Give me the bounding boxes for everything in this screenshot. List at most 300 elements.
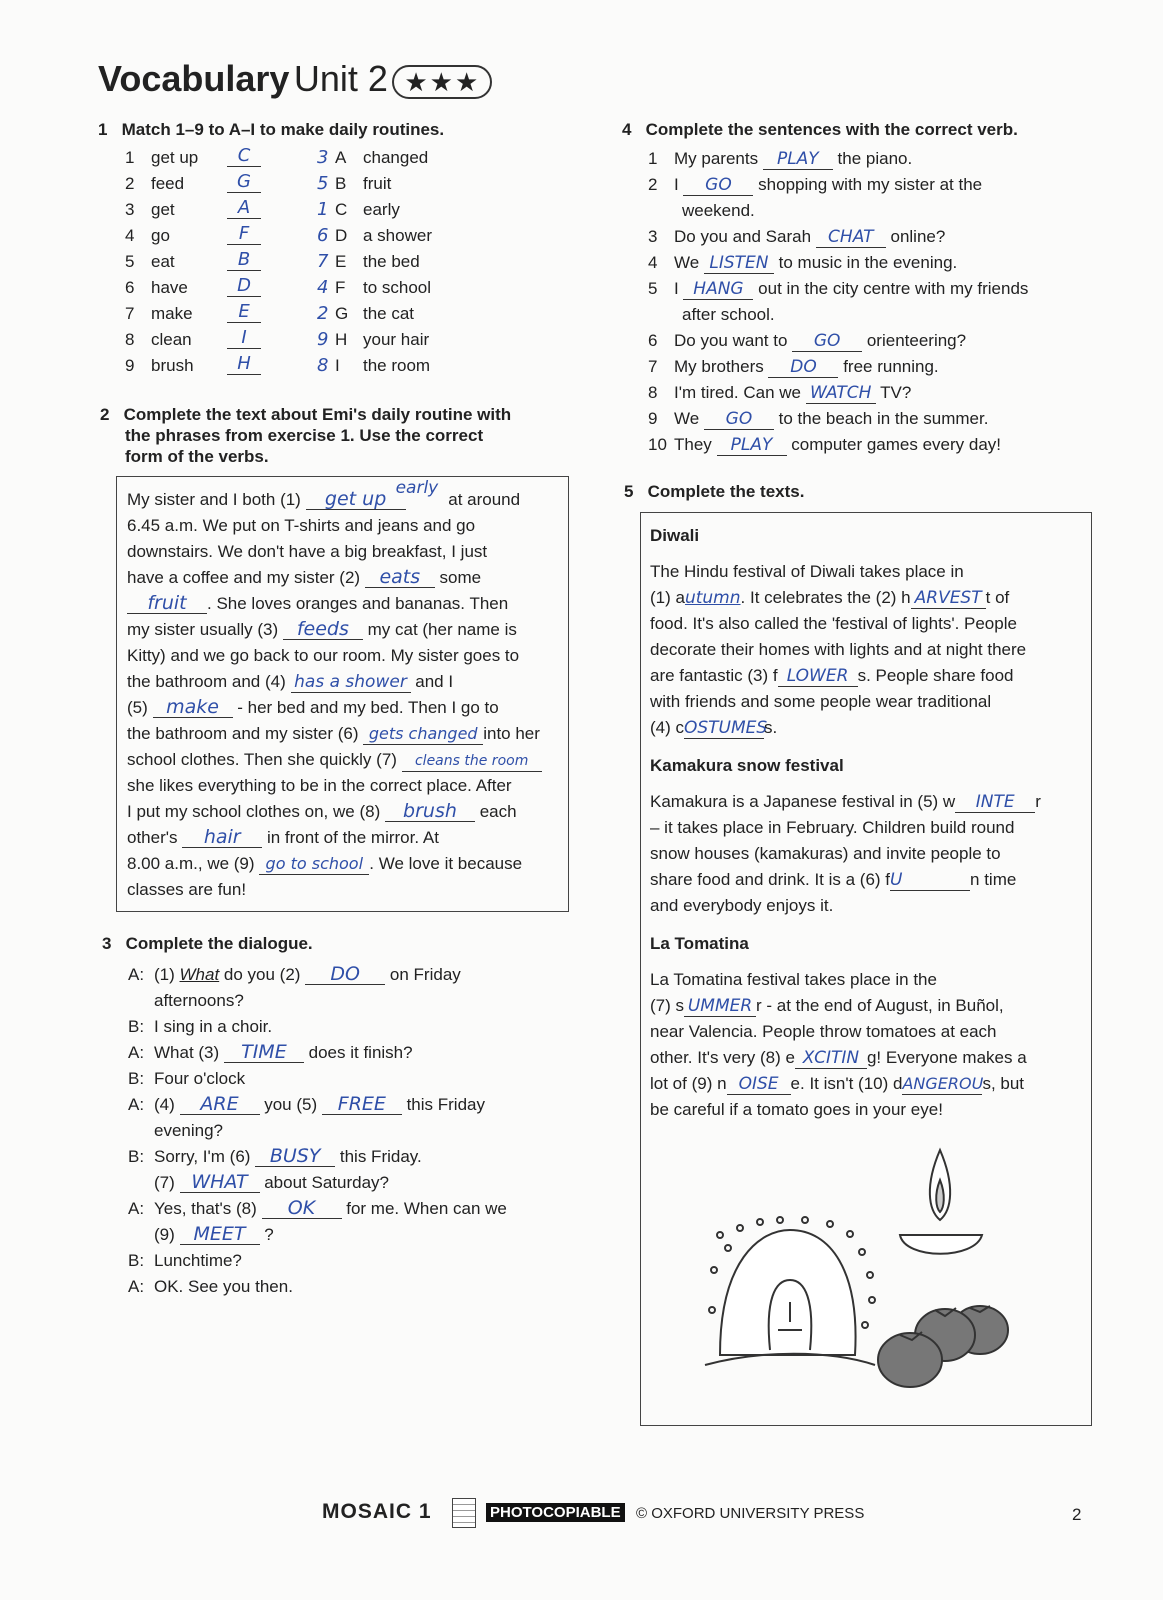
answer-2[interactable]: ARVEST xyxy=(911,588,986,609)
exercise-number: 1 xyxy=(98,120,108,139)
matching-row xyxy=(125,327,465,356)
sentence-line xyxy=(648,328,1108,354)
phrase-ending: the room xyxy=(363,356,431,375)
dialogue-line xyxy=(128,1092,568,1118)
text: for me. When can we xyxy=(341,1199,507,1218)
phrase-ending: early xyxy=(363,200,400,219)
phrase-ending: a shower xyxy=(363,226,432,245)
exercise-number: 5 xyxy=(624,482,634,501)
answer-4[interactable]: has a shower xyxy=(291,672,411,693)
sentence-line xyxy=(648,302,1108,328)
match-answer[interactable]: B xyxy=(227,250,261,271)
text: downstairs. We don't have a big breakfast, I just xyxy=(127,542,488,561)
verb-sentences xyxy=(648,146,1108,458)
verb-answer[interactable]: PLAY xyxy=(763,149,833,170)
text: some xyxy=(439,568,482,587)
match-answer[interactable]: F xyxy=(227,224,261,245)
answer-5[interactable]: INTE xyxy=(955,792,1035,813)
item-number: 6 xyxy=(648,331,658,350)
verb-answer[interactable]: DO xyxy=(768,357,838,378)
matching-row xyxy=(125,145,465,174)
diya-lamp-icon xyxy=(900,1150,982,1254)
item-letter: I xyxy=(335,356,340,375)
sentence-text xyxy=(674,432,1001,458)
text: to music in the evening. xyxy=(773,253,958,272)
phrase-ending: your hair xyxy=(363,330,430,349)
text: free running. xyxy=(838,357,939,376)
exercise-2-heading xyxy=(100,404,511,467)
match-number: 8 xyxy=(317,355,329,376)
sentence-text xyxy=(682,302,775,328)
text: La Tomatina festival takes place in the xyxy=(650,970,937,989)
text: does it finish? xyxy=(303,1043,413,1062)
phrase-verb: eat xyxy=(151,252,175,271)
answer-8b[interactable]: hair xyxy=(182,827,262,848)
phrase-verb: brush xyxy=(151,356,194,375)
match-answer[interactable]: D xyxy=(227,276,261,297)
sentence-text xyxy=(674,224,945,250)
dialogue-line xyxy=(128,1222,568,1248)
matching-row xyxy=(125,353,465,382)
text: – it takes place in February. Children build round xyxy=(650,818,1015,837)
phrase-verb: go xyxy=(151,226,170,245)
dialogue-line xyxy=(128,988,568,1014)
speaker: B: xyxy=(128,1147,145,1166)
text: We xyxy=(674,253,704,272)
text: afternoons? xyxy=(154,991,244,1010)
dialogue-text xyxy=(154,1222,274,1248)
item-number: 1 xyxy=(125,148,135,167)
text: share food and drink. It is a (6) f xyxy=(650,870,891,889)
item-letter: D xyxy=(335,226,348,245)
text: to the beach in the summer. xyxy=(773,409,989,428)
dialogue-answer[interactable]: BUSY xyxy=(255,1146,335,1167)
text: 6.45 a.m. We put on T-shirts and jeans and go xyxy=(127,516,476,535)
answer-8[interactable]: XCITIN xyxy=(795,1048,867,1069)
exercise-instruction: Complete the dialogue. xyxy=(125,934,313,953)
text: The Hindu festival of Diwali takes place in xyxy=(650,562,964,581)
answer-3[interactable]: feeds xyxy=(283,619,363,640)
text: food. It's also called the 'festival of lights'. People xyxy=(650,614,1017,633)
dialogue-text xyxy=(154,1014,272,1040)
text: shopping with my sister at the xyxy=(753,175,983,194)
snow-house-icon xyxy=(705,1217,875,1365)
answer-7[interactable]: cleans the room xyxy=(402,751,542,772)
photocopiable-badge: PHOTOCOPIABLE xyxy=(486,1503,625,1522)
text: school clothes. Then she quickly (7) xyxy=(127,750,397,769)
text: Lunchtime? xyxy=(154,1251,242,1270)
item-number: 7 xyxy=(648,357,658,376)
dialogue-answer[interactable]: ARE xyxy=(180,1094,260,1115)
phrase-ending: to school xyxy=(363,278,432,297)
text: I xyxy=(674,175,684,194)
text: each xyxy=(479,802,517,821)
text: They xyxy=(674,435,717,454)
sentence-text xyxy=(674,172,982,198)
text: . It celebrates the (2) h xyxy=(740,588,911,607)
text: Do you and Sarah xyxy=(674,227,816,246)
text: Four o'clock xyxy=(154,1069,246,1088)
item-number: 1 xyxy=(648,149,658,168)
text: with friends and some people wear traditional xyxy=(650,692,992,711)
exercise-2-text-box xyxy=(116,476,569,912)
match-number: 9 xyxy=(317,329,329,350)
match-number: 7 xyxy=(317,251,329,272)
dialogue-text xyxy=(154,1144,422,1170)
answer-10[interactable]: ANGEROU xyxy=(902,1074,984,1093)
item-number: 6 xyxy=(125,278,135,297)
item-letter: C xyxy=(335,200,348,219)
item-number: 9 xyxy=(648,409,658,428)
text: this Friday. xyxy=(335,1147,422,1166)
text: I xyxy=(674,279,684,298)
item-letter: E xyxy=(335,252,347,271)
text: My brothers xyxy=(674,357,769,376)
sentence-line xyxy=(648,354,1108,380)
text: my sister usually (3) xyxy=(127,620,279,639)
exercise-instruction-line: Complete the text about Emi's daily routine with xyxy=(123,405,512,424)
text: decorate their homes with lights and at night there xyxy=(650,640,1027,659)
sentence-text xyxy=(674,328,966,354)
match-number: 6 xyxy=(317,225,329,246)
speaker: A: xyxy=(128,965,145,984)
text: are fantastic (3) f xyxy=(650,666,778,685)
sentence-line xyxy=(648,406,1108,432)
text: lot of (9) n xyxy=(650,1074,727,1093)
answer-1[interactable]: utumn xyxy=(684,588,741,608)
text: into her xyxy=(483,724,540,743)
text: at around xyxy=(448,490,521,509)
dialogue-answer[interactable]: WHAT xyxy=(180,1172,260,1193)
sentence-line xyxy=(648,198,1108,224)
text: classes are fun! xyxy=(127,880,247,899)
text: (4) xyxy=(154,1095,180,1114)
match-number: 4 xyxy=(317,277,329,298)
dialogue-answer[interactable]: OK xyxy=(262,1198,342,1219)
text: online? xyxy=(885,227,946,246)
text: What (3) xyxy=(154,1043,224,1062)
answer-9[interactable]: go to school xyxy=(259,854,369,875)
match-answer[interactable]: A xyxy=(227,198,261,219)
exercise-1-heading xyxy=(98,120,444,140)
text: evening? xyxy=(154,1121,224,1140)
dialogue-answer[interactable]: MEET xyxy=(180,1224,260,1245)
text: - her bed and my bed. Then I go to xyxy=(237,698,499,717)
answer-3[interactable]: LOWER xyxy=(778,666,858,687)
sentence-text xyxy=(674,354,939,380)
footer-copyright: © OXFORD UNIVERSITY PRESS xyxy=(636,1505,865,1522)
page-title xyxy=(98,58,492,100)
text: t of xyxy=(985,588,1010,607)
text: ? xyxy=(259,1225,274,1244)
dialogue-line xyxy=(128,1196,568,1222)
matching-row xyxy=(125,171,465,200)
exercise-instruction: Match 1–9 to A–I to make daily routines. xyxy=(121,120,445,139)
tomatoes-icon xyxy=(878,1306,1008,1387)
text: other's xyxy=(127,828,178,847)
text: . She loves oranges and bananas. Then xyxy=(207,594,509,613)
text: Sorry, I'm (6) xyxy=(154,1147,256,1166)
answer-2[interactable]: eats xyxy=(365,567,435,588)
verb-answer[interactable]: CHAT xyxy=(816,227,886,248)
item-number: 2 xyxy=(648,175,658,194)
phrase-verb: feed xyxy=(151,174,185,193)
text: the piano. xyxy=(832,149,913,168)
text: be careful if a tomato goes in your eye! xyxy=(650,1100,943,1119)
speaker: A: xyxy=(128,1043,145,1062)
verb-answer[interactable]: HANG xyxy=(683,279,753,300)
festival-illustration xyxy=(700,1140,1020,1390)
text: after school. xyxy=(682,305,775,324)
text: n time xyxy=(970,870,1017,889)
exercise-instruction-line: form of the verbs. xyxy=(125,447,269,466)
sentence-line xyxy=(648,432,1108,458)
example-answer: What xyxy=(179,965,220,984)
match-answer[interactable]: H xyxy=(227,354,261,375)
answer-6[interactable]: gets changed xyxy=(363,724,483,745)
phrase-verb: make xyxy=(151,304,193,323)
text: r xyxy=(1035,792,1041,811)
dialogue-line xyxy=(128,1066,568,1092)
dialogue-line xyxy=(128,1170,568,1196)
text: e. It isn't (10) d xyxy=(790,1074,903,1093)
text: this Friday xyxy=(401,1095,485,1114)
exercise-3-heading xyxy=(102,934,313,954)
phrase-verb: get xyxy=(151,200,175,219)
text: s, but xyxy=(982,1074,1025,1093)
text: and everybody enjoys it. xyxy=(650,896,834,915)
dialogue-text xyxy=(154,1092,485,1118)
text: Kamakura is a Japanese festival in (5) w xyxy=(650,792,956,811)
answer-9[interactable]: OISE xyxy=(727,1074,791,1095)
sentence-line xyxy=(648,276,1108,302)
text: OK. See you then. xyxy=(154,1277,293,1296)
matching-row xyxy=(125,275,465,304)
dialogue-line xyxy=(128,1118,568,1144)
text: snow houses (kamakuras) and invite people to xyxy=(650,844,1001,863)
dialogue xyxy=(128,962,568,1300)
item-number: 9 xyxy=(125,356,135,375)
item-number: 7 xyxy=(125,304,135,323)
text: . We love it because xyxy=(369,854,523,873)
sentence-line xyxy=(648,380,1108,406)
dialogue-answer[interactable]: FREE xyxy=(322,1094,402,1115)
difficulty-stars-badge: ★★★ xyxy=(392,65,492,99)
item-number: 8 xyxy=(648,383,658,402)
text: s. People share food xyxy=(857,666,1014,685)
speaker: A: xyxy=(128,1095,145,1114)
text: s. xyxy=(764,718,778,737)
dialogue-text xyxy=(154,1248,242,1274)
dialogue-text xyxy=(154,1170,389,1196)
text: (4) c xyxy=(650,718,684,737)
exercise-instruction-line: the phrases from exercise 1. Use the correct xyxy=(125,426,484,445)
exercise-number: 3 xyxy=(102,934,112,953)
text: about Saturday? xyxy=(259,1173,389,1192)
text: she likes everything to be in the correct place. After xyxy=(127,776,512,795)
text: the bathroom and my sister (6) xyxy=(127,724,359,743)
item-letter: G xyxy=(335,304,349,323)
dialogue-text xyxy=(154,1274,293,1300)
match-number: 3 xyxy=(317,147,329,168)
speaker: B: xyxy=(128,1017,145,1036)
verb-answer[interactable]: GO xyxy=(704,409,774,430)
text: you (5) xyxy=(259,1095,322,1114)
text: the bathroom and (4) xyxy=(127,672,286,691)
matching-row xyxy=(125,249,465,278)
match-number: 5 xyxy=(317,173,329,194)
verb-answer[interactable]: GO xyxy=(683,175,753,196)
exercise-instruction: Complete the sentences with the correct verb. xyxy=(645,120,1018,139)
dialogue-text xyxy=(154,1066,245,1092)
item-number: 8 xyxy=(125,330,135,349)
item-number: 5 xyxy=(648,279,658,298)
exercise-4-heading xyxy=(622,120,1018,140)
text: We xyxy=(674,409,704,428)
exercise-5-heading xyxy=(624,482,804,502)
text: computer games every day! xyxy=(786,435,1002,454)
phrase-ending: the bed xyxy=(363,252,420,271)
exercise-instruction: Complete the texts. xyxy=(647,482,805,501)
item-number: 10 xyxy=(648,435,667,454)
dialogue-line xyxy=(128,1040,568,1066)
text: weekend. xyxy=(682,201,755,220)
phrase-verb: have xyxy=(151,278,188,297)
matching-row xyxy=(125,301,465,330)
photocopy-icon xyxy=(452,1498,476,1528)
item-number: 3 xyxy=(648,227,658,246)
text: on Friday xyxy=(385,965,461,984)
match-answer[interactable]: C xyxy=(227,146,261,167)
sentence-text xyxy=(674,406,988,432)
text: out in the city centre with my friends xyxy=(753,279,1029,298)
answer-7[interactable]: UMMER xyxy=(684,996,756,1017)
match-answer[interactable]: I xyxy=(227,328,261,349)
speaker: A: xyxy=(128,1199,145,1218)
sentence-text xyxy=(674,146,912,172)
dialogue-answer[interactable]: TIME xyxy=(224,1042,304,1063)
dialogue-line xyxy=(128,1014,568,1040)
phrase-ending: fruit xyxy=(363,174,392,193)
exercise-number: 4 xyxy=(622,120,632,139)
verb-answer[interactable]: WATCH xyxy=(806,383,876,404)
tomatina-title: La Tomatina xyxy=(650,934,749,953)
text: My parents xyxy=(674,149,763,168)
speaker: B: xyxy=(128,1069,145,1088)
text: Do you want to xyxy=(674,331,793,350)
text: r - at the end of August, in Buñol, xyxy=(756,996,1004,1015)
item-letter: F xyxy=(335,278,346,297)
dialogue-answer[interactable]: DO xyxy=(305,964,385,985)
phrase-verb: clean xyxy=(151,330,192,349)
text: My sister and I both (1) xyxy=(127,490,301,509)
phrase-ending: the cat xyxy=(363,304,415,323)
text: Kitty) and we go back to our room. My sister goes to xyxy=(127,646,520,665)
verb-answer[interactable]: PLAY xyxy=(717,435,787,456)
answer-1[interactable]: get up xyxy=(306,489,406,510)
exercise-number: 2 xyxy=(100,405,110,424)
sentence-line xyxy=(648,172,1108,198)
dialogue-line xyxy=(128,1144,568,1170)
text: (1) xyxy=(154,965,180,984)
dialogue-line xyxy=(128,962,568,988)
answer-8[interactable]: brush xyxy=(385,801,475,822)
text: near Valencia. People throw tomatoes at each xyxy=(650,1022,997,1041)
title-main: Vocabulary xyxy=(98,58,290,99)
title-unit: Unit 2 xyxy=(293,58,388,99)
match-number: 2 xyxy=(317,303,329,324)
match-number: 1 xyxy=(317,199,329,220)
text: TV? xyxy=(875,383,912,402)
sentence-text xyxy=(682,198,755,224)
item-number: 2 xyxy=(125,174,135,193)
item-number: 3 xyxy=(125,200,135,219)
dialogue-line xyxy=(128,1248,568,1274)
text: I'm tired. Can we xyxy=(674,383,806,402)
item-number: 4 xyxy=(648,253,658,272)
item-letter: B xyxy=(335,174,347,193)
answer-4[interactable]: OSTUMES xyxy=(684,718,768,738)
answer-6[interactable]: U xyxy=(890,870,970,891)
text: have a coffee and my sister (2) xyxy=(127,568,361,587)
text: (1) a xyxy=(650,588,685,607)
speaker: B: xyxy=(128,1251,145,1270)
match-answer[interactable]: G xyxy=(227,172,261,193)
answer-5[interactable]: make xyxy=(153,697,233,718)
sentence-line xyxy=(648,146,1108,172)
dialogue-text xyxy=(154,988,244,1014)
dialogue-text xyxy=(154,962,461,988)
answer-2b[interactable]: fruit xyxy=(127,593,207,614)
text: I sing in a choir. xyxy=(154,1017,273,1036)
text: (9) xyxy=(154,1225,180,1244)
dialogue-text xyxy=(154,1196,507,1222)
text: other. It's very (8) e xyxy=(650,1048,795,1067)
text: my cat (her name is xyxy=(367,620,517,639)
dialogue-text xyxy=(154,1118,223,1144)
text: do you (2) xyxy=(219,965,306,984)
dialogue-text xyxy=(154,1040,413,1066)
sentence-line xyxy=(648,224,1108,250)
text: in front of the mirror. At xyxy=(266,828,439,847)
item-letter: A xyxy=(335,148,347,167)
sentence-text xyxy=(674,250,957,276)
sentence-line xyxy=(648,250,1108,276)
text: g! Everyone makes a xyxy=(866,1048,1027,1067)
match-answer[interactable]: E xyxy=(227,302,261,323)
verb-answer[interactable]: GO xyxy=(792,331,862,352)
exercise-1-matching xyxy=(125,145,465,382)
item-number: 4 xyxy=(125,226,135,245)
text: (7) xyxy=(154,1173,180,1192)
text: I put my school clothes on, we (8) xyxy=(127,802,381,821)
text: 8.00 a.m., we (9) xyxy=(127,854,255,873)
sentence-text xyxy=(674,276,1028,302)
phrase-ending: changed xyxy=(363,148,429,167)
verb-answer[interactable]: LISTEN xyxy=(704,253,774,274)
text: Yes, that's (8) xyxy=(154,1199,262,1218)
page-number: 2 xyxy=(1072,1505,1082,1524)
text: (5) xyxy=(127,698,148,717)
item-number: 5 xyxy=(125,252,135,271)
text: and I xyxy=(415,672,454,691)
emi-routine-text xyxy=(117,477,568,903)
matching-row xyxy=(125,223,465,252)
kamakura-title: Kamakura snow festival xyxy=(650,756,844,775)
dialogue-line xyxy=(128,1274,568,1300)
footer-brand: MOSAIC 1 xyxy=(322,1500,432,1523)
diwali-title: Diwali xyxy=(650,526,700,545)
